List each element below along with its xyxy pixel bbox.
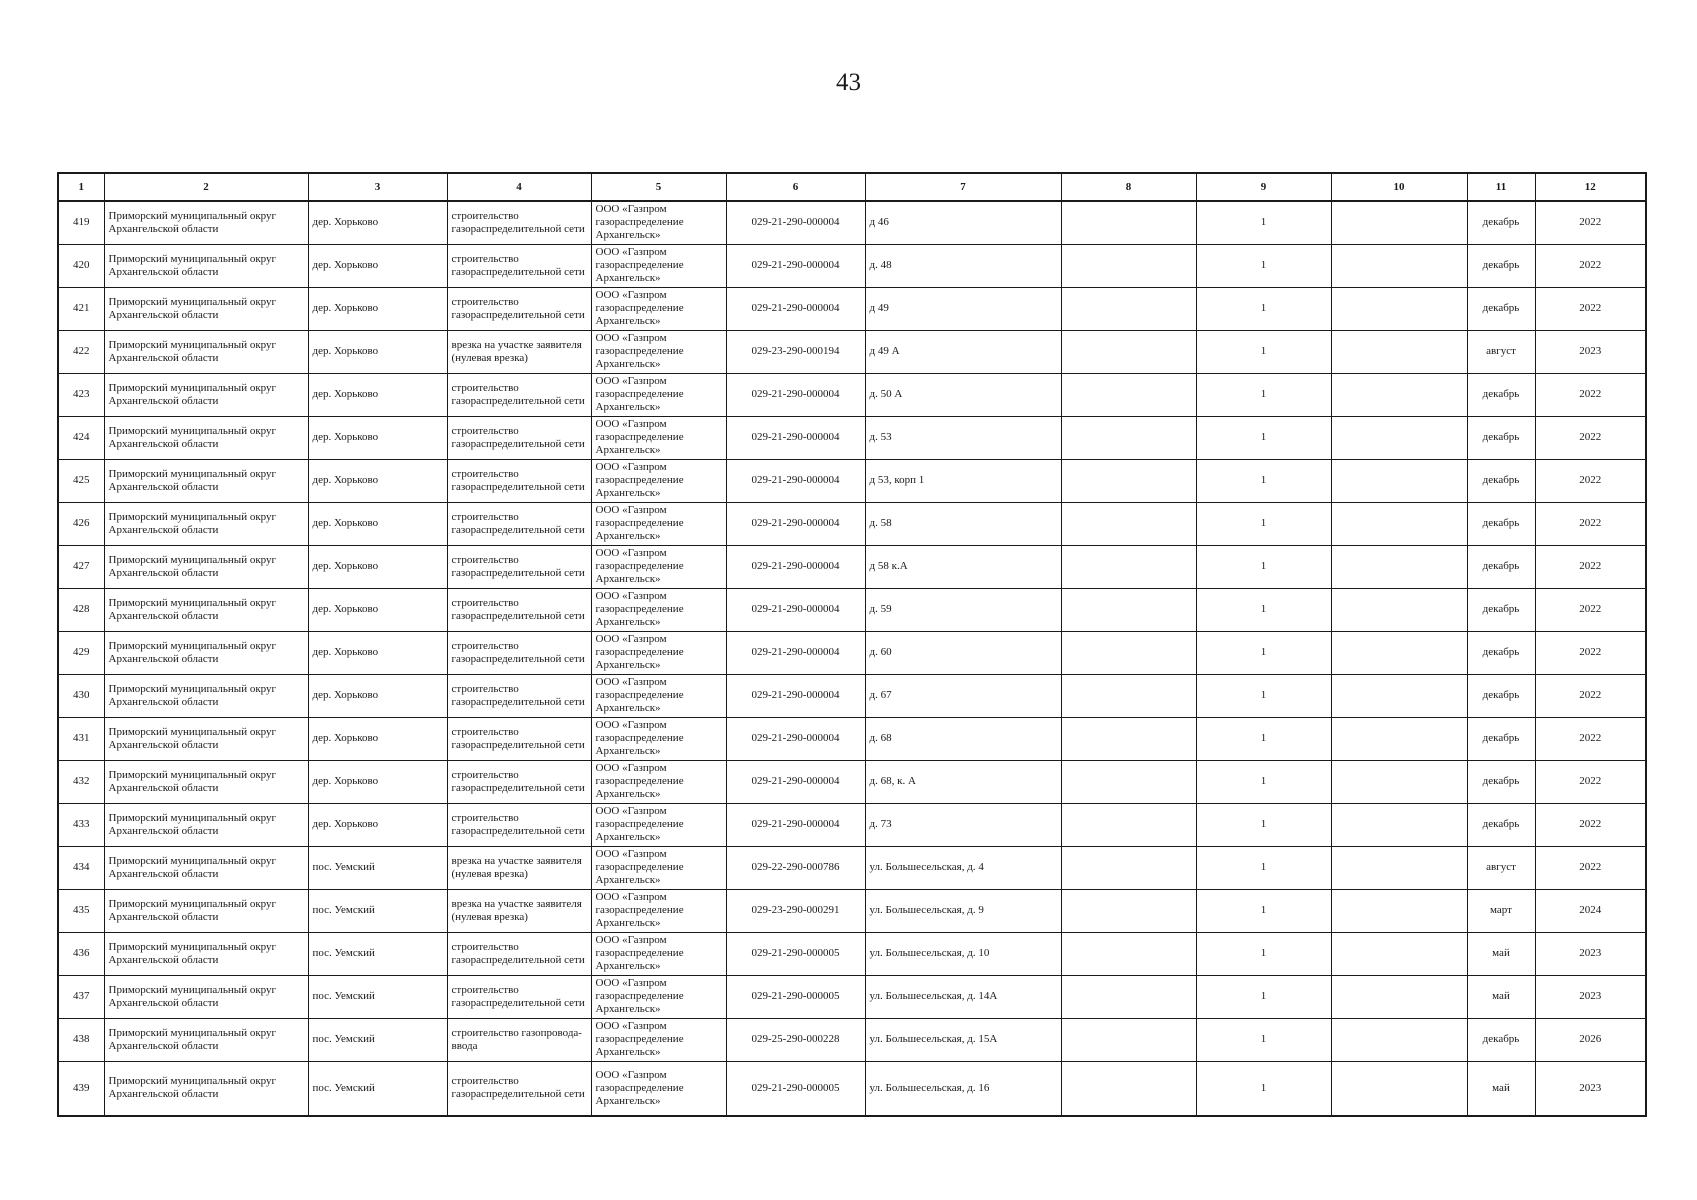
count-cell: 1 xyxy=(1196,674,1331,717)
table-row xyxy=(58,889,1646,932)
table-row xyxy=(58,373,1646,416)
work-type-cell: строительство газораспределительной сети xyxy=(447,502,591,545)
year-cell: 2023 xyxy=(1535,1061,1646,1116)
table-row xyxy=(58,760,1646,803)
work-type-cell: строительство газораспределительной сети xyxy=(447,201,591,244)
address-cell: д 53, корп 1 xyxy=(865,459,1061,502)
column-header-1: 1 xyxy=(58,173,104,201)
year-cell: 2022 xyxy=(1535,674,1646,717)
address-cell: ул. Большесельская, д. 9 xyxy=(865,889,1061,932)
municipality-cell: Приморский муниципальный округ Архангельской области xyxy=(104,287,308,330)
column-10-cell xyxy=(1331,674,1467,717)
row-number-cell: 420 xyxy=(58,244,104,287)
month-cell: декабрь xyxy=(1467,201,1535,244)
table-row xyxy=(58,459,1646,502)
row-number-cell: 422 xyxy=(58,330,104,373)
application-code-cell: 029-21-290-000004 xyxy=(726,760,865,803)
row-number-cell: 425 xyxy=(58,459,104,502)
column-10-cell xyxy=(1331,760,1467,803)
settlement-cell: дер. Хорьково xyxy=(308,502,447,545)
count-cell: 1 xyxy=(1196,846,1331,889)
table-row xyxy=(58,1018,1646,1061)
column-8-cell xyxy=(1061,760,1196,803)
organization-cell: ООО «Газпром газораспределение Архангельск» xyxy=(591,717,726,760)
row-number-cell: 424 xyxy=(58,416,104,459)
settlement-cell: дер. Хорьково xyxy=(308,287,447,330)
month-cell: декабрь xyxy=(1467,760,1535,803)
column-8-cell xyxy=(1061,545,1196,588)
column-header-5: 5 xyxy=(591,173,726,201)
column-8-cell xyxy=(1061,1018,1196,1061)
settlement-cell: дер. Хорьково xyxy=(308,674,447,717)
work-type-cell: строительство газораспределительной сети xyxy=(447,1061,591,1116)
column-8-cell xyxy=(1061,674,1196,717)
column-8-cell xyxy=(1061,287,1196,330)
column-header-9: 9 xyxy=(1196,173,1331,201)
settlement-cell: дер. Хорьково xyxy=(308,717,447,760)
count-cell: 1 xyxy=(1196,545,1331,588)
column-10-cell xyxy=(1331,631,1467,674)
organization-cell: ООО «Газпром газораспределение Архангельск» xyxy=(591,975,726,1018)
settlement-cell: дер. Хорьково xyxy=(308,416,447,459)
month-cell: декабрь xyxy=(1467,416,1535,459)
row-number-cell: 430 xyxy=(58,674,104,717)
column-header-11: 11 xyxy=(1467,173,1535,201)
column-10-cell xyxy=(1331,373,1467,416)
table-body xyxy=(58,201,1646,1116)
organization-cell: ООО «Газпром газораспределение Архангельск» xyxy=(591,846,726,889)
municipality-cell: Приморский муниципальный округ Архангельской области xyxy=(104,674,308,717)
address-cell: д. 50 А xyxy=(865,373,1061,416)
row-number-cell: 428 xyxy=(58,588,104,631)
year-cell: 2022 xyxy=(1535,631,1646,674)
address-cell: д. 58 xyxy=(865,502,1061,545)
application-code-cell: 029-21-290-000004 xyxy=(726,588,865,631)
column-10-cell xyxy=(1331,416,1467,459)
year-cell: 2022 xyxy=(1535,244,1646,287)
work-type-cell: строительство газораспределительной сети xyxy=(447,631,591,674)
column-header-2: 2 xyxy=(104,173,308,201)
count-cell: 1 xyxy=(1196,244,1331,287)
address-cell: д. 68 xyxy=(865,717,1061,760)
year-cell: 2022 xyxy=(1535,545,1646,588)
work-type-cell: строительство газораспределительной сети xyxy=(447,674,591,717)
year-cell: 2022 xyxy=(1535,717,1646,760)
work-type-cell: строительство газораспределительной сети xyxy=(447,459,591,502)
address-cell: д. 60 xyxy=(865,631,1061,674)
column-10-cell xyxy=(1331,717,1467,760)
column-8-cell xyxy=(1061,416,1196,459)
row-number-cell: 432 xyxy=(58,760,104,803)
municipality-cell: Приморский муниципальный округ Архангельской области xyxy=(104,932,308,975)
count-cell: 1 xyxy=(1196,760,1331,803)
municipality-cell: Приморский муниципальный округ Архангельской области xyxy=(104,631,308,674)
organization-cell: ООО «Газпром газораспределение Архангельск» xyxy=(591,373,726,416)
settlement-cell: пос. Уемский xyxy=(308,1061,447,1116)
column-8-cell xyxy=(1061,373,1196,416)
month-cell: май xyxy=(1467,975,1535,1018)
settlement-cell: пос. Уемский xyxy=(308,889,447,932)
application-code-cell: 029-21-290-000004 xyxy=(726,287,865,330)
row-number-cell: 421 xyxy=(58,287,104,330)
column-8-cell xyxy=(1061,330,1196,373)
settlement-cell: пос. Уемский xyxy=(308,1018,447,1061)
table-row xyxy=(58,631,1646,674)
page-number: 43 xyxy=(836,69,861,96)
column-8-cell xyxy=(1061,803,1196,846)
settlement-cell: дер. Хорьково xyxy=(308,330,447,373)
column-10-cell xyxy=(1331,330,1467,373)
year-cell: 2022 xyxy=(1535,588,1646,631)
address-cell: д. 53 xyxy=(865,416,1061,459)
application-code-cell: 029-21-290-000004 xyxy=(726,631,865,674)
organization-cell: ООО «Газпром газораспределение Архангельск» xyxy=(591,545,726,588)
column-10-cell xyxy=(1331,459,1467,502)
column-10-cell xyxy=(1331,932,1467,975)
address-cell: ул. Большесельская, д. 15А xyxy=(865,1018,1061,1061)
municipality-cell: Приморский муниципальный округ Архангельской области xyxy=(104,717,308,760)
application-code-cell: 029-21-290-000004 xyxy=(726,674,865,717)
count-cell: 1 xyxy=(1196,889,1331,932)
column-10-cell xyxy=(1331,1061,1467,1116)
row-number-cell: 436 xyxy=(58,932,104,975)
row-number-cell: 431 xyxy=(58,717,104,760)
table-row xyxy=(58,545,1646,588)
column-8-cell xyxy=(1061,631,1196,674)
table-row xyxy=(58,244,1646,287)
column-8-cell xyxy=(1061,889,1196,932)
municipality-cell: Приморский муниципальный округ Архангельской области xyxy=(104,545,308,588)
gasification-table xyxy=(57,172,1647,1117)
work-type-cell: строительство газораспределительной сети xyxy=(447,416,591,459)
work-type-cell: строительство газораспределительной сети xyxy=(447,803,591,846)
column-8-cell xyxy=(1061,459,1196,502)
column-10-cell xyxy=(1331,201,1467,244)
settlement-cell: пос. Уемский xyxy=(308,846,447,889)
row-number-cell: 433 xyxy=(58,803,104,846)
month-cell: декабрь xyxy=(1467,502,1535,545)
settlement-cell: дер. Хорьково xyxy=(308,631,447,674)
organization-cell: ООО «Газпром газораспределение Архангельск» xyxy=(591,244,726,287)
year-cell: 2022 xyxy=(1535,760,1646,803)
application-code-cell: 029-21-290-000004 xyxy=(726,244,865,287)
address-cell: ул. Большесельская, д. 10 xyxy=(865,932,1061,975)
municipality-cell: Приморский муниципальный округ Архангельской области xyxy=(104,330,308,373)
address-cell: д. 59 xyxy=(865,588,1061,631)
column-8-cell xyxy=(1061,588,1196,631)
application-code-cell: 029-23-290-000194 xyxy=(726,330,865,373)
work-type-cell: строительство газораспределительной сети xyxy=(447,545,591,588)
column-10-cell xyxy=(1331,588,1467,631)
column-8-cell xyxy=(1061,1061,1196,1116)
month-cell: май xyxy=(1467,1061,1535,1116)
count-cell: 1 xyxy=(1196,373,1331,416)
address-cell: д 49 А xyxy=(865,330,1061,373)
count-cell: 1 xyxy=(1196,803,1331,846)
column-10-cell xyxy=(1331,1018,1467,1061)
column-8-cell xyxy=(1061,717,1196,760)
table-row xyxy=(58,717,1646,760)
application-code-cell: 029-21-290-000004 xyxy=(726,373,865,416)
month-cell: март xyxy=(1467,889,1535,932)
table-row xyxy=(58,846,1646,889)
table-row xyxy=(58,674,1646,717)
work-type-cell: строительство газораспределительной сети xyxy=(447,717,591,760)
column-8-cell xyxy=(1061,975,1196,1018)
application-code-cell: 029-21-290-000004 xyxy=(726,459,865,502)
month-cell: декабрь xyxy=(1467,545,1535,588)
work-type-cell: строительство газораспределительной сети xyxy=(447,760,591,803)
organization-cell: ООО «Газпром газораспределение Архангельск» xyxy=(591,502,726,545)
municipality-cell: Приморский муниципальный округ Архангельской области xyxy=(104,1061,308,1116)
column-8-cell xyxy=(1061,201,1196,244)
application-code-cell: 029-21-290-000005 xyxy=(726,1061,865,1116)
address-cell: д. 48 xyxy=(865,244,1061,287)
application-code-cell: 029-21-290-000004 xyxy=(726,502,865,545)
table-row xyxy=(58,1061,1646,1116)
work-type-cell: строительство газораспределительной сети xyxy=(447,287,591,330)
month-cell: май xyxy=(1467,932,1535,975)
organization-cell: ООО «Газпром газораспределение Архангельск» xyxy=(591,760,726,803)
month-cell: декабрь xyxy=(1467,674,1535,717)
organization-cell: ООО «Газпром газораспределение Архангельск» xyxy=(591,631,726,674)
row-number-cell: 419 xyxy=(58,201,104,244)
organization-cell: ООО «Газпром газораспределение Архангельск» xyxy=(591,932,726,975)
work-type-cell: врезка на участке заявителя (нулевая врезка) xyxy=(447,846,591,889)
settlement-cell: дер. Хорьково xyxy=(308,588,447,631)
address-cell: д 49 xyxy=(865,287,1061,330)
settlement-cell: дер. Хорьково xyxy=(308,373,447,416)
municipality-cell: Приморский муниципальный округ Архангельской области xyxy=(104,889,308,932)
column-10-cell xyxy=(1331,803,1467,846)
application-code-cell: 029-23-290-000291 xyxy=(726,889,865,932)
row-number-cell: 435 xyxy=(58,889,104,932)
year-cell: 2022 xyxy=(1535,287,1646,330)
column-10-cell xyxy=(1331,287,1467,330)
application-code-cell: 029-21-290-000004 xyxy=(726,416,865,459)
organization-cell: ООО «Газпром газораспределение Архангельск» xyxy=(591,1018,726,1061)
count-cell: 1 xyxy=(1196,717,1331,760)
application-code-cell: 029-21-290-000004 xyxy=(726,803,865,846)
work-type-cell: врезка на участке заявителя (нулевая врезка) xyxy=(447,330,591,373)
count-cell: 1 xyxy=(1196,459,1331,502)
work-type-cell: строительство газораспределительной сети xyxy=(447,975,591,1018)
count-cell: 1 xyxy=(1196,416,1331,459)
count-cell: 1 xyxy=(1196,631,1331,674)
column-header-7: 7 xyxy=(865,173,1061,201)
address-cell: д. 67 xyxy=(865,674,1061,717)
address-cell: ул. Большесельская, д. 16 xyxy=(865,1061,1061,1116)
column-10-cell xyxy=(1331,889,1467,932)
work-type-cell: строительство газопровода-ввода xyxy=(447,1018,591,1061)
organization-cell: ООО «Газпром газораспределение Архангельск» xyxy=(591,416,726,459)
column-10-cell xyxy=(1331,975,1467,1018)
settlement-cell: пос. Уемский xyxy=(308,975,447,1018)
year-cell: 2023 xyxy=(1535,975,1646,1018)
table-row xyxy=(58,803,1646,846)
year-cell: 2022 xyxy=(1535,201,1646,244)
address-cell: д. 73 xyxy=(865,803,1061,846)
count-cell: 1 xyxy=(1196,502,1331,545)
month-cell: декабрь xyxy=(1467,717,1535,760)
organization-cell: ООО «Газпром газораспределение Архангельск» xyxy=(591,889,726,932)
month-cell: август xyxy=(1467,330,1535,373)
column-header-10: 10 xyxy=(1331,173,1467,201)
column-8-cell xyxy=(1061,502,1196,545)
month-cell: декабрь xyxy=(1467,588,1535,631)
column-8-cell xyxy=(1061,932,1196,975)
address-cell: д. 68, к. А xyxy=(865,760,1061,803)
month-cell: декабрь xyxy=(1467,244,1535,287)
month-cell: август xyxy=(1467,846,1535,889)
count-cell: 1 xyxy=(1196,588,1331,631)
settlement-cell: пос. Уемский xyxy=(308,932,447,975)
municipality-cell: Приморский муниципальный округ Архангельской области xyxy=(104,373,308,416)
row-number-cell: 439 xyxy=(58,1061,104,1116)
column-header-4: 4 xyxy=(447,173,591,201)
year-cell: 2022 xyxy=(1535,502,1646,545)
year-cell: 2023 xyxy=(1535,932,1646,975)
work-type-cell: строительство газораспределительной сети xyxy=(447,932,591,975)
count-cell: 1 xyxy=(1196,1061,1331,1116)
month-cell: декабрь xyxy=(1467,287,1535,330)
row-number-cell: 426 xyxy=(58,502,104,545)
column-10-cell xyxy=(1331,545,1467,588)
column-header-8: 8 xyxy=(1061,173,1196,201)
settlement-cell: дер. Хорьково xyxy=(308,459,447,502)
year-cell: 2026 xyxy=(1535,1018,1646,1061)
count-cell: 1 xyxy=(1196,330,1331,373)
municipality-cell: Приморский муниципальный округ Архангельской области xyxy=(104,244,308,287)
municipality-cell: Приморский муниципальный округ Архангельской области xyxy=(104,459,308,502)
settlement-cell: дер. Хорьково xyxy=(308,545,447,588)
table-row xyxy=(58,416,1646,459)
column-header-3: 3 xyxy=(308,173,447,201)
municipality-cell: Приморский муниципальный округ Архангельской области xyxy=(104,975,308,1018)
settlement-cell: дер. Хорьково xyxy=(308,244,447,287)
month-cell: декабрь xyxy=(1467,1018,1535,1061)
organization-cell: ООО «Газпром газораспределение Архангельск» xyxy=(591,287,726,330)
month-cell: декабрь xyxy=(1467,803,1535,846)
municipality-cell: Приморский муниципальный округ Архангельской области xyxy=(104,502,308,545)
year-cell: 2022 xyxy=(1535,803,1646,846)
row-number-cell: 429 xyxy=(58,631,104,674)
application-code-cell: 029-21-290-000005 xyxy=(726,932,865,975)
address-cell: д 58 к.А xyxy=(865,545,1061,588)
count-cell: 1 xyxy=(1196,287,1331,330)
count-cell: 1 xyxy=(1196,1018,1331,1061)
application-code-cell: 029-25-290-000228 xyxy=(726,1018,865,1061)
year-cell: 2022 xyxy=(1535,846,1646,889)
application-code-cell: 029-21-290-000005 xyxy=(726,975,865,1018)
municipality-cell: Приморский муниципальный округ Архангельской области xyxy=(104,416,308,459)
application-code-cell: 029-21-290-000004 xyxy=(726,545,865,588)
header-row xyxy=(58,173,1646,201)
column-8-cell xyxy=(1061,244,1196,287)
address-cell: ул. Большесельская, д. 14А xyxy=(865,975,1061,1018)
table-row xyxy=(58,588,1646,631)
table-row xyxy=(58,287,1646,330)
work-type-cell: строительство газораспределительной сети xyxy=(447,244,591,287)
application-code-cell: 029-22-290-000786 xyxy=(726,846,865,889)
year-cell: 2023 xyxy=(1535,330,1646,373)
organization-cell: ООО «Газпром газораспределение Архангельск» xyxy=(591,459,726,502)
column-10-cell xyxy=(1331,244,1467,287)
row-number-cell: 423 xyxy=(58,373,104,416)
organization-cell: ООО «Газпром газораспределение Архангельск» xyxy=(591,201,726,244)
table-row xyxy=(58,975,1646,1018)
municipality-cell: Приморский муниципальный округ Архангельской области xyxy=(104,1018,308,1061)
settlement-cell: дер. Хорьково xyxy=(308,201,447,244)
column-10-cell xyxy=(1331,846,1467,889)
organization-cell: ООО «Газпром газораспределение Архангельск» xyxy=(591,674,726,717)
organization-cell: ООО «Газпром газораспределение Архангельск» xyxy=(591,588,726,631)
settlement-cell: дер. Хорьково xyxy=(308,760,447,803)
count-cell: 1 xyxy=(1196,932,1331,975)
address-cell: д 46 xyxy=(865,201,1061,244)
application-code-cell: 029-21-290-000004 xyxy=(726,717,865,760)
column-10-cell xyxy=(1331,502,1467,545)
year-cell: 2022 xyxy=(1535,459,1646,502)
month-cell: декабрь xyxy=(1467,373,1535,416)
year-cell: 2022 xyxy=(1535,416,1646,459)
work-type-cell: строительство газораспределительной сети xyxy=(447,588,591,631)
municipality-cell: Приморский муниципальный округ Архангельской области xyxy=(104,846,308,889)
organization-cell: ООО «Газпром газораспределение Архангельск» xyxy=(591,330,726,373)
table-row xyxy=(58,330,1646,373)
municipality-cell: Приморский муниципальный округ Архангельской области xyxy=(104,588,308,631)
settlement-cell: дер. Хорьково xyxy=(308,803,447,846)
month-cell: декабрь xyxy=(1467,631,1535,674)
year-cell: 2022 xyxy=(1535,373,1646,416)
count-cell: 1 xyxy=(1196,975,1331,1018)
row-number-cell: 427 xyxy=(58,545,104,588)
municipality-cell: Приморский муниципальный округ Архангельской области xyxy=(104,803,308,846)
municipality-cell: Приморский муниципальный округ Архангельской области xyxy=(104,760,308,803)
column-header-6: 6 xyxy=(726,173,865,201)
row-number-cell: 438 xyxy=(58,1018,104,1061)
row-number-cell: 434 xyxy=(58,846,104,889)
count-cell: 1 xyxy=(1196,201,1331,244)
column-8-cell xyxy=(1061,846,1196,889)
row-number-cell: 437 xyxy=(58,975,104,1018)
table-row xyxy=(58,932,1646,975)
work-type-cell: врезка на участке заявителя (нулевая врезка) xyxy=(447,889,591,932)
address-cell: ул. Большесельская, д. 4 xyxy=(865,846,1061,889)
year-cell: 2024 xyxy=(1535,889,1646,932)
organization-cell: ООО «Газпром газораспределение Архангельск» xyxy=(591,1061,726,1116)
municipality-cell: Приморский муниципальный округ Архангельской области xyxy=(104,201,308,244)
organization-cell: ООО «Газпром газораспределение Архангельск» xyxy=(591,803,726,846)
table-row xyxy=(58,201,1646,244)
table-row xyxy=(58,502,1646,545)
column-header-12: 12 xyxy=(1535,173,1646,201)
work-type-cell: строительство газораспределительной сети xyxy=(447,373,591,416)
month-cell: декабрь xyxy=(1467,459,1535,502)
application-code-cell: 029-21-290-000004 xyxy=(726,201,865,244)
